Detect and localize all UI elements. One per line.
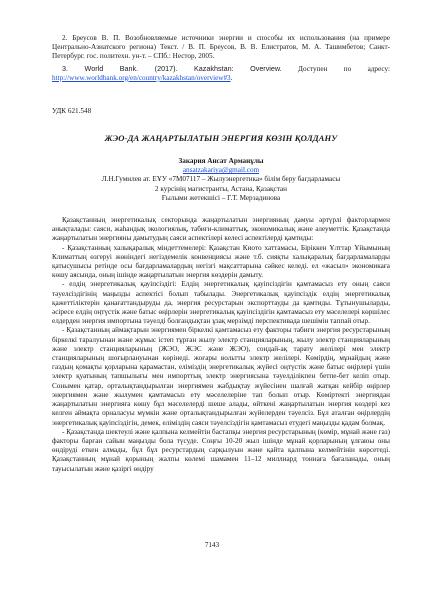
- author-supervisor: Ғылыми жетекшісі – Г.Т. Мерзадинова: [161, 193, 281, 202]
- author-course: 2 курсінің магистранты, Астана, Қазақстан: [155, 184, 287, 193]
- body-paragraph: - Қазақстанның халықаралық міндеттемелері: Қазақстан Киото хаттамасы, Біріккен Ұлттар Ұйымының Климаттың өзгеруі жөніндегі негіздемелік конвенциясы және т.б. сияқты халықаралық бағдарламаларды қатысушысы ретінде осы бағдарламалардың негізгі мақсаттарына сәйкес келеді. ел «жасыл» экономикаға көшу аясында, оның ішінде жаңартылатын энергия көздерін дамыту.: [52, 243, 390, 280]
- body-paragraph: - Қазақстанда шектеулі және қалпына келмейтін бастапқы энергия ресурстарының (көмір, мұнай және газ) факторы барған сайын маңызды бола түсуде. Соңғы 10-20 жыл ішінде мұнай қорларының ұлғаюы оны өндіруді еткен алмады, бұл бұл ресурстардың сарқылуын және қайта қалпына келмейтінін көрсетеді. Қазақстанның мұнай қорының жалпы көлемі шамамен 11–12 миллиард тоннаға бағаланады, оның тауысылатын және қазіргі өндіру: [52, 427, 390, 473]
- reference-list: [52, 34, 390, 83]
- reference-suffix: .: [230, 73, 233, 82]
- author-name: Закария Ансат Арманұлы: [178, 157, 264, 166]
- page-number: 7143: [204, 541, 220, 549]
- reference-source: 3. World Bank. (2017). Kazakhstan: Overview.: [62, 63, 282, 73]
- article-body: [52, 216, 390, 474]
- author-affiliation: Л.Н.Гумилев ат. ЕҰУ «7М07117 – Жылуэнергетика» білім беру бағдарламасы: [101, 175, 341, 184]
- reference-item: 2. Бреусов В. П. Возобновляемые источники энергии и способы их использования (на примере Центрально-Азиатского региона) Текст. / В. П. Бреусов, В. В. Елистратов, М. А. Ташимбетов; Санкт-Петербург. гос. политехн. ун-т. – СПб.: Нестор, 2005.: [52, 34, 390, 61]
- body-paragraph: - Қазақстанның аймақтарын энергиямен біркелкі қамтамасыз ету факторы табиғи энергия ресурстарының біркелкі таралуынан және жұмыс істеп тұрған жылу электр станцияларының, жылу электр станцияларының және электр станцияларының (ЖЭО, ЖЭС және ЖЭО), сондай-ақ тарату желілері мен электр станцияларының шоғырлануынан көрінеді. жоғары вольтты электр желілері. Көмірдің, мұнайдың және газдың қомақты қорларына қарамастан, еліміздің энергетикалық жүйесі оңтүстік және батыс өңірлері үшін электр қуатының тапшылығы мен импорттық электр энергиясына тәуелділікпен бетпе-бет келіп отыр. Сонымен қатар, орталықтандырылған энергиямен жабдықтау жүйесінен шалғай жатқан кейбір өңірлер энергиямен және жылумен қамтамасыз ету мәселелеріне тап болып отыр. Көміртекті энергиядан жаңартылатын энергияға көшу бұл мәселелерді шешe алады, өйткені жаңартылатын энергия көздері кез келген аймақта орналасуы мүмкін және орталықтандырылған жүйелерден тәуелсіз. Бұл аталған өңірлердің энергетикалық қауіпсіздігін, демек, еліміздің саяси тәуелсіздігін қамтамасыз етудегі маңызды қадам болмақ.: [52, 326, 390, 427]
- body-paragraph: - елдің энергетикалық қауіпсіздігі: Елдің энергетикалық қауіпсіздігін қамтамасыз ету оның саяси тәуелсіздігінің маңызды аспектісі болып табылады. Энергетикалық қауіпсіздік елдің энергетикалық қажеттіліктерін қанағаттандыруды да, энергия ресурстарын экспорттауды да қамтиды. Тұтынушыларды, әсіресе елдің оңтүстік және батыс өңірлерін энергетикалық қауіпсіздігін қамтамасыз ету мәселелері көршілес елдерден энергия импортына тәуелді болғандықтан ұзақ мерзімді перспективада шешімін таппай отыр.: [52, 280, 390, 326]
- author-block: [52, 157, 390, 203]
- reference-item: [52, 64, 390, 83]
- body-paragraph: Қазақстанның энергетикалық секторында жаңартылатын энергияның дамуы әртүрлі факторлармен анықталады: саяси, жаһандық экологиялық, табиғи-климаттық, экономикалық және әлеуметтік. Қазақстанда жаңартылатын энергияны дамытудың саяси аспектілері келесі аспектілерді қамтиды:: [52, 216, 390, 243]
- udk-code: УДК 621.548: [52, 107, 92, 116]
- reference-link[interactable]: http://www.worldbank.org/en/country/kazakhstan/overview#3: [52, 73, 231, 82]
- author-email[interactable]: ansatzakariya@gmail.com: [182, 166, 260, 175]
- article-title: ЖЭО-ДА ЖАҢАРТЫЛАТЫН ЭНЕРГИЯ КӨЗІН ҚОЛДАНУ: [104, 133, 338, 144]
- reference-availability: Доступен по адресу:: [281, 64, 390, 73]
